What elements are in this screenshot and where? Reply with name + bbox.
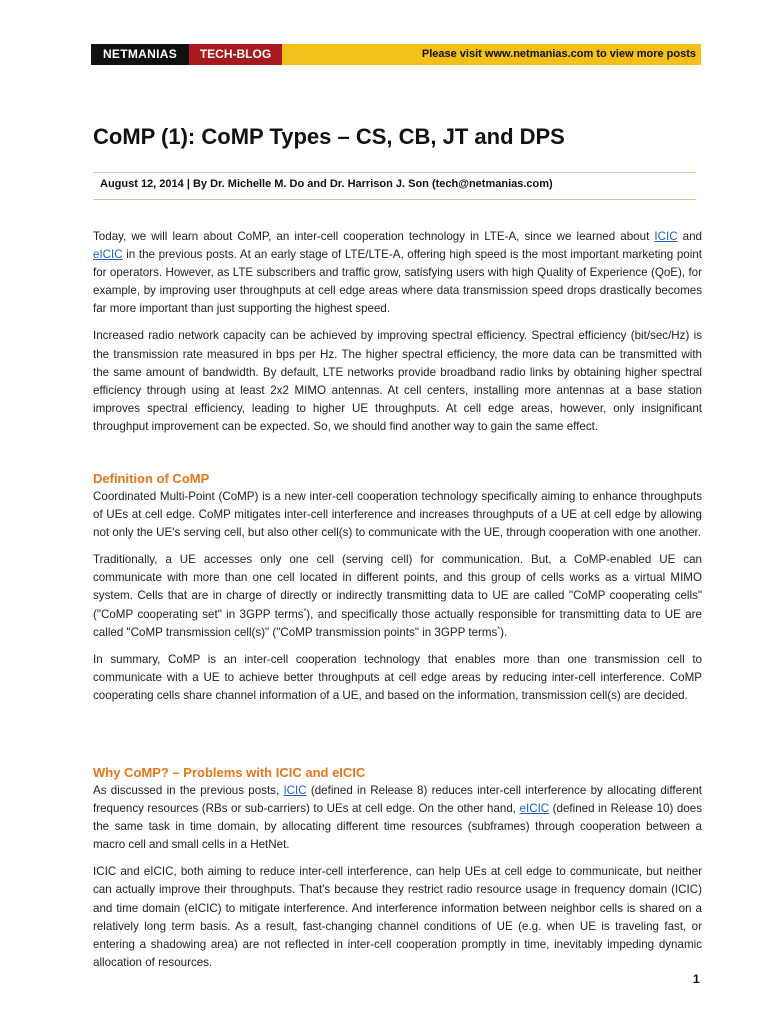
paragraph-definition: Coordinated Multi-Point (CoMP) is a new inter-cell cooperation technology specifically aiming to enhance throughputs of UEs at cell edge. CoMP mitigates inter-cell interference and increases throughputs of a UE at cell edge by allowing not only the UE's serving cell, but also other cell(s) to communicate with the UE, through cooperation with one another. bbox=[93, 490, 702, 540]
page-number: 1 bbox=[693, 972, 700, 986]
why-comp-section bbox=[93, 764, 702, 981]
definition-section bbox=[93, 470, 702, 714]
byline: August 12, 2014 | By Dr. Michelle M. Do and Dr. Harrison J. Son (tech@netmanias.com) bbox=[100, 178, 553, 190]
eicic-link-2[interactable]: eICIC bbox=[519, 802, 550, 816]
paragraph-spectral-efficiency: Increased radio network capacity can be achieved by improving spectral efficiency. Spectral efficiency (bit/sec/Hz) is the transmission rate measured in bps per Hz. The higher spectral efficiency, the more data can be transmitted with the same amount of bandwidth. By default, LTE networks provide broadband radio links by obtaining higher spectral efficiency through using at least 2x2 MIMO antennas. At cell centers, installing more antennas at a base station improves spectral efficiency, leading to higher UE throughputs. At cell edge areas, however, only insignificant throughput improvement can be expected. So, we should find another way to gain the same effect. bbox=[93, 329, 702, 433]
paragraph-limitations: ICIC and eICIC, both aiming to reduce inter-cell interference, can help UEs at cell edge to communicate, but neither can actually improve their throughputs. That's because they restrict radio resource usage in frequency domain (ICIC) and time domain (eICIC) to mitigate interference. And interference information between neighbor cells is shared on a relatively long term basis. As a result, fast-changing channel conditions of UE (e.g. when UE is traveling fast, or entering a shadowing area) are not reflected in inter-cell cooperation promptly in time, inevitably impeding dynamic allocation of resources. bbox=[93, 865, 702, 969]
paragraph-summary: In summary, CoMP is an inter-cell cooperation technology that enables more than one transmission cell to communicate with a UE to achieve better throughputs at cell edge areas by reducing inter-cell interference. CoMP cooperating cells share channel information of a UE, and based on the information, transmission cell(s) are decided. bbox=[93, 652, 702, 702]
brand-label: NETMANIAS bbox=[91, 44, 189, 65]
byline-divider-bottom bbox=[93, 199, 696, 200]
icic-link[interactable]: ICIC bbox=[654, 230, 678, 243]
icic-link-2[interactable]: ICIC bbox=[283, 784, 307, 797]
section-label: TECH-BLOG bbox=[189, 44, 282, 65]
paragraph-intro: Today, we will learn about CoMP, an inter-cell cooperation technology in LTE-A, since we learned about ICIC and eICIC in the previous posts. At an early stage of LTE/LTE-A, offering high speed is the most important marketing point for operators. However, as LTE subscribers and traffic grow, satisfying users with high Quality of Experience (QoE), for example, by improving user throughputs at cell edge areas where data transmission speed drops drastically becomes far more important than just supporting the highest speed. bbox=[93, 230, 702, 316]
website-link[interactable]: www.netmanias.com bbox=[484, 48, 594, 60]
eicic-link[interactable]: eICIC bbox=[93, 248, 123, 262]
byline-divider-top bbox=[93, 172, 696, 173]
header-bar bbox=[91, 44, 701, 65]
heading-definition: Definition of CoMP bbox=[93, 471, 210, 486]
article-body bbox=[93, 228, 702, 445]
paragraph-icic-eicic: As discussed in the previous posts, ICIC (defined in Release 8) reduces inter-cell interference by allocating different frequency resources (RBs or sub-carriers) to UEs at cell edge. On the other hand, eICIC (defined in Release 10) does the same task in time domain, by allocating different time resources (subframes) through cooperation between a macro cell and small cells in a HetNet. bbox=[93, 784, 702, 852]
heading-why-comp: Why CoMP? – Problems with ICIC and eICIC bbox=[93, 765, 366, 780]
article-title: CoMP (1): CoMP Types – CS, CB, JT and DPS bbox=[93, 124, 565, 149]
visit-notice: Please visit www.netmanias.com to view more posts bbox=[421, 48, 696, 60]
paragraph-traditional: Traditionally, a UE accesses only one cell (serving cell) for communication. But, a CoMP-enabled UE can communicate with more than one cell located in different points, and this group of cells works as a virtual MIMO system. Cells that are in charge of directly or indirectly transmitting data to UE are called "CoMP cooperating cells" ("CoMP cooperating set" in 3GPP terms*), and specifically those actually responsible for transmitting data to UE are called "CoMP transmission cell(s)" ("CoMP transmission points" in 3GPP terms*). bbox=[93, 553, 702, 639]
